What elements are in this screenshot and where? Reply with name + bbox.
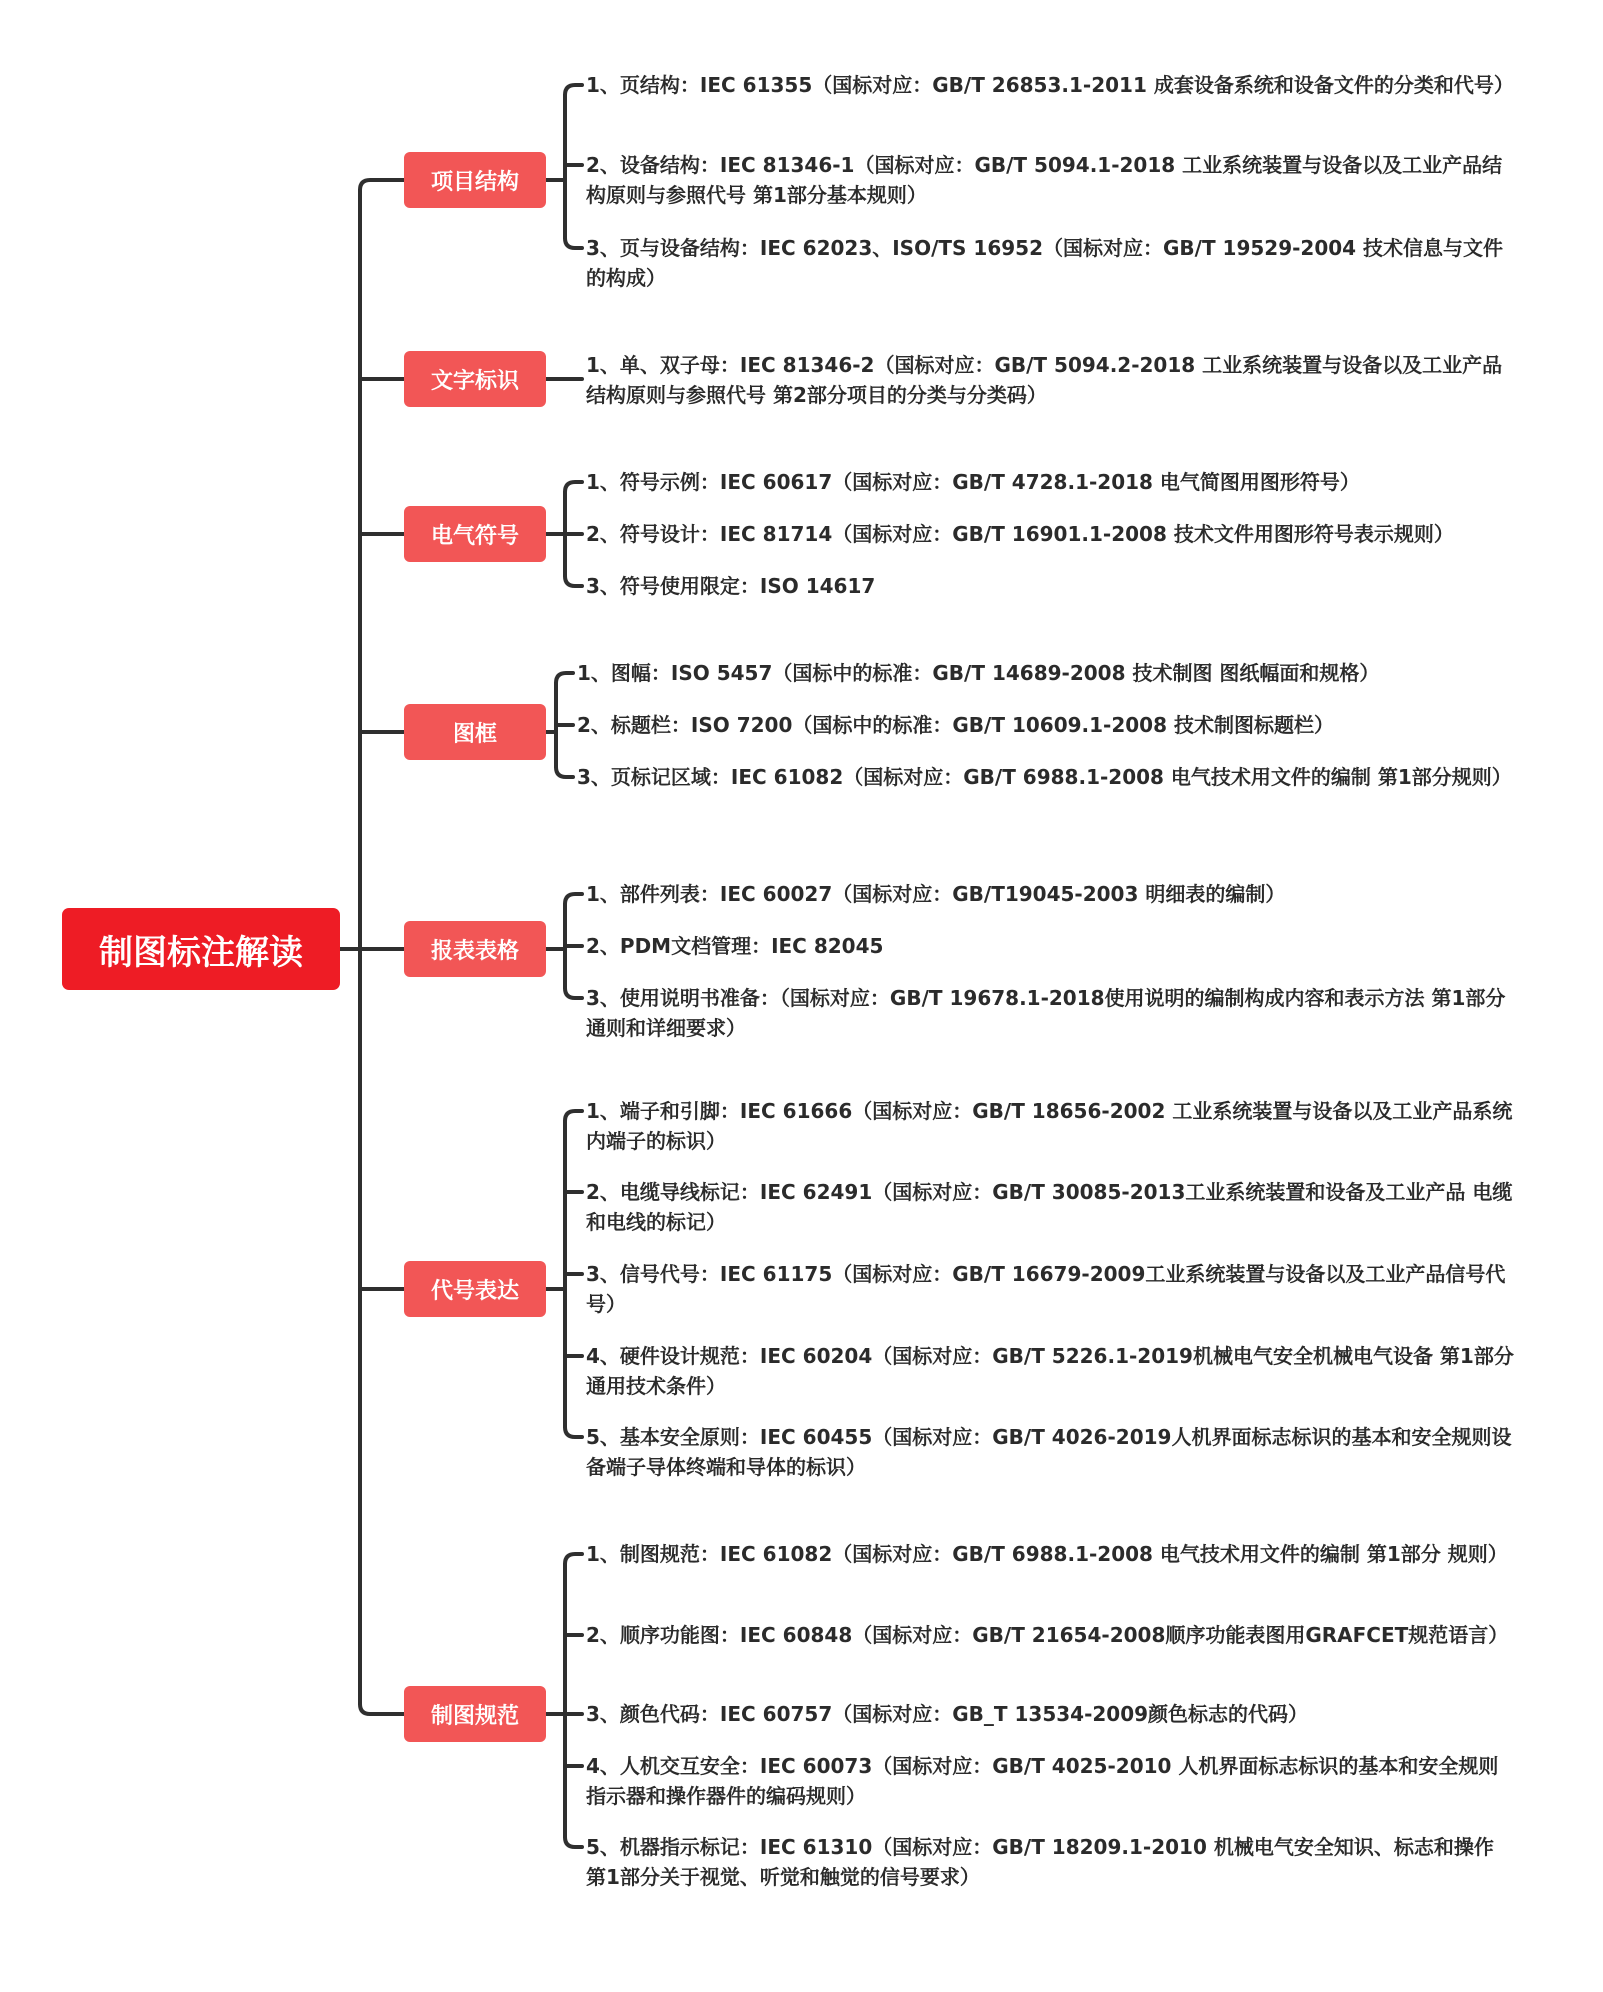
- leaf-item[interactable]: 3、信号代号：IEC 61175（国标对应：GB/T 16679-2009工业系统装置与设备以及工业产品信号代号）: [586, 1262, 1506, 1316]
- branch-node-electrical-symbols[interactable]: 电气符号: [404, 506, 546, 562]
- branch-node-drawing-standards[interactable]: 制图规范: [404, 1686, 546, 1742]
- leaf-item[interactable]: 1、单、双子母：IEC 81346-2（国标对应：GB/T 5094.2-2018 工业系统装置与设备以及工业产品结构原则与参照代号 第2部分项目的分类与分类码）: [586, 353, 1503, 407]
- leaf-item[interactable]: 2、电缆导线标记：IEC 62491（国标对应：GB/T 30085-2013工业系统装置和设备及工业产品 电缆和电线的标记）: [586, 1180, 1513, 1234]
- leaf-item[interactable]: 3、符号使用限定：ISO 14617: [586, 574, 876, 598]
- leaf-item[interactable]: 1、图幅：ISO 5457（国标中的标准：GB/T 14689-2008 技术制图 图纸幅面和规格）: [577, 661, 1380, 685]
- leaf-item[interactable]: 2、设备结构：IEC 81346-1（国标对应：GB/T 5094.1-2018 工业系统装置与设备以及工业产品结构原则与参照代号 第1部分基本规则）: [586, 153, 1503, 207]
- branch-node-text-marking[interactable]: 文字标识: [404, 351, 546, 407]
- leaf-connector: [565, 988, 582, 998]
- leaf-item[interactable]: 1、部件列表：IEC 60027（国标对应：GB/T19045-2003 明细表的编制）: [586, 882, 1286, 906]
- leaf-connector: [565, 482, 582, 492]
- leaf-item[interactable]: 2、PDM文档管理：IEC 82045: [586, 934, 884, 958]
- leaf-item[interactable]: 3、使用说明书准备：（国标对应：GB/T 19678.1-2018使用说明的编制构成内容和表示方法 第1部分通则和详细要求）: [586, 986, 1506, 1040]
- leaf-item[interactable]: 3、页与设备结构：IEC 62023、ISO/TS 16952（国标对应：GB/T 19529-2004 技术信息与文件的构成）: [586, 236, 1504, 290]
- leaf-item[interactable]: 4、硬件设计规范：IEC 60204（国标对应：GB/T 5226.1-2019机械电气安全机械电气设备 第1部分通用技术条件）: [586, 1344, 1514, 1398]
- leaf-item[interactable]: 5、基本安全原则：IEC 60455（国标对应：GB/T 4026-2019人机界面标志标识的基本和安全规则设备端子导体终端和导体的标识）: [586, 1425, 1512, 1479]
- leaf-connector: [565, 85, 582, 95]
- leaf-item[interactable]: 2、标题栏：ISO 7200（国标中的标准：GB/T 10609.1-2008 技术制图标题栏）: [577, 713, 1334, 737]
- branch-node-code-expression[interactable]: 代号表达: [404, 1261, 546, 1317]
- leaf-connector: [556, 673, 573, 683]
- leaf-connector: [565, 576, 582, 586]
- leaf-item[interactable]: 1、页结构：IEC 61355（国标对应：GB/T 26853.1-2011 成套设备系统和设备文件的分类和代号）: [586, 73, 1514, 97]
- leaf-item[interactable]: 5、机器指示标记：IEC 61310（国标对应：GB/T 18209.1-2010 机械电气安全知识、标志和操作 第1部分关于视觉、听觉和触觉的信号要求）: [586, 1835, 1494, 1889]
- leaf-item[interactable]: 2、符号设计：IEC 81714（国标对应：GB/T 16901.1-2008 技术文件用图形符号表示规则）: [586, 522, 1454, 546]
- leaf-connector: [565, 1427, 582, 1437]
- leaf-connector: [565, 238, 582, 248]
- leaf-connector: [565, 894, 582, 904]
- leaf-item[interactable]: 4、人机交互安全：IEC 60073（国标对应：GB/T 4025-2010 人机界面标志标识的基本和安全规则指示器和操作器件的编码规则）: [586, 1754, 1499, 1808]
- branch-node-drawing-frame[interactable]: 图框: [404, 704, 546, 760]
- leaf-connector: [565, 1111, 582, 1121]
- leaf-item[interactable]: 2、顺序功能图：IEC 60848（国标对应：GB/T 21654-2008顺序功能表图用GRAFCET规范语言）: [586, 1623, 1509, 1647]
- leaf-connector: [565, 1837, 582, 1847]
- leaf-item[interactable]: 3、页标记区域：IEC 61082（国标对应：GB/T 6988.1-2008 电气技术用文件的编制 第1部分规则）: [577, 765, 1512, 789]
- leaf-connector: [565, 1554, 582, 1564]
- branch-node-report-tables[interactable]: 报表表格: [404, 921, 546, 977]
- branch-connector: [360, 180, 404, 190]
- leaf-connector: [556, 767, 573, 777]
- leaf-item[interactable]: 1、端子和引脚：IEC 61666（国标对应：GB/T 18656-2002 工业系统装置与设备以及工业产品系统内端子的标识）: [586, 1099, 1513, 1153]
- root-node[interactable]: 制图标注解读: [62, 908, 340, 990]
- branch-connector: [360, 1704, 404, 1714]
- leaf-item[interactable]: 1、制图规范：IEC 61082（国标对应：GB/T 6988.1-2008 电气技术用文件的编制 第1部分 规则）: [586, 1542, 1508, 1566]
- leaf-item[interactable]: 3、颜色代码：IEC 60757（国标对应：GB_T 13534-2009颜色标志的代码）: [586, 1702, 1309, 1726]
- leaf-item[interactable]: 1、符号示例：IEC 60617（国标对应：GB/T 4728.1-2018 电气简图用图形符号）: [586, 470, 1360, 494]
- branch-node-project-structure[interactable]: 项目结构: [404, 152, 546, 208]
